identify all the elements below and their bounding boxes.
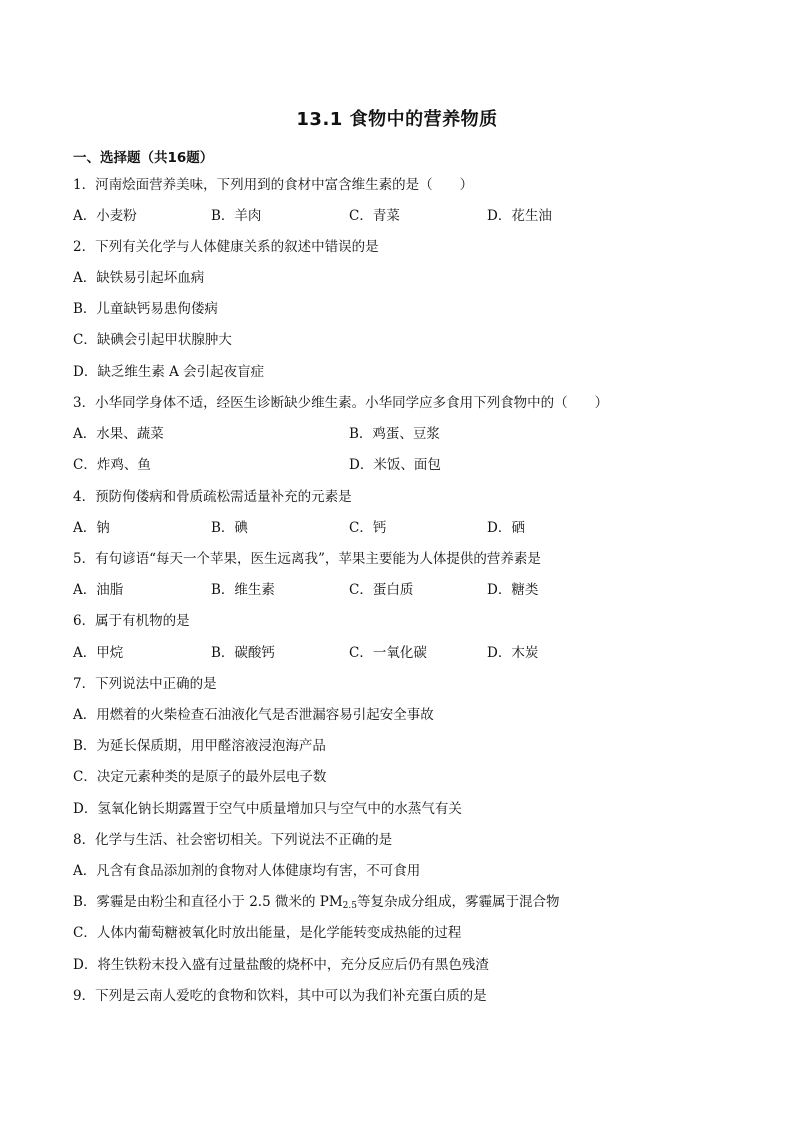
question-5-option-d: D．糖类 (487, 582, 539, 598)
question-9-stem: 9．下列是云南人爱吃的食物和饮料，其中可以为我们补充蛋白质的是 (73, 988, 487, 1004)
question-6-option-c: C．一氧化碳 (349, 645, 427, 661)
question-1-option-c: C．青菜 (349, 208, 400, 224)
question-1-option-a: A．小麦粉 (73, 208, 137, 224)
question-1-option-b: B．羊肉 (211, 208, 262, 224)
question-1-option-d: D．花生油 (487, 208, 552, 224)
question-3-option-b: B．鸡蛋、豆浆 (349, 426, 440, 442)
question-2-option-c: C．缺碘会引起甲状腺肿大 (73, 332, 232, 348)
question-6-option-b: B．碳酸钙 (211, 645, 275, 661)
question-3-option-c: C．炸鸡、鱼 (73, 457, 151, 473)
question-8-option-a: A．凡含有食品添加剂的食物对人体健康均有害，不可食用 (73, 863, 421, 879)
question-4-option-d: D．硒 (487, 520, 525, 536)
question-7-stem: 7．下列说法中正确的是 (73, 676, 217, 692)
question-2-option-a: A．缺铁易引起坏血病 (73, 270, 205, 286)
question-7-option-d: D．氢氧化钠长期露置于空气中质量增加只与空气中的水蒸气有关 (73, 801, 462, 817)
question-8-option-d: D．将生铁粉末投入盛有过量盐酸的烧杯中，充分反应后仍有黑色残渣 (73, 957, 489, 973)
question-8-option-b (73, 893, 560, 915)
question-1-stem: 1．河南烩面营养美味，下列用到的食材中富含维生素的是（ ） (73, 177, 474, 193)
pm-subscript: 2.5 (342, 901, 357, 911)
page-title: 13.1 食物中的营养物质 (296, 109, 498, 130)
question-8-option-c: C．人体内葡萄糖被氧化时放出能量，是化学能转变成热能的过程 (73, 925, 462, 941)
question-3-stem: 3．小华同学身体不适，经医生诊断缺少维生素。小华同学应多食用下列食物中的（ ） (73, 395, 609, 411)
question-4-option-c: C．钙 (349, 520, 387, 536)
question-8-stem: 8．化学与生活、社会密切相关。下列说法不正确的是 (73, 832, 393, 848)
question-8-option-b-text-end: 等复杂成分组成，雾霾属于混合物 (357, 894, 560, 910)
question-5-option-c: C．蛋白质 (349, 582, 414, 598)
question-4-option-a: A．钠 (73, 520, 110, 536)
question-2-stem: 2．下列有关化学与人体健康关系的叙述中错误的是 (73, 239, 379, 255)
question-6-option-d: D．木炭 (487, 645, 539, 661)
question-5-option-b: B．维生素 (211, 582, 275, 598)
section-heading: 一、选择题（共16题） (73, 150, 214, 166)
question-3-option-d: D．米饭、面包 (349, 457, 441, 473)
question-6-stem: 6．属于有机物的是 (73, 613, 190, 629)
question-7-option-b: B．为延长保质期，用甲醛溶液浸泡海产品 (73, 738, 326, 754)
question-7-option-a: A．用燃着的火柴检查石油液化气是否泄漏容易引起安全事故 (73, 707, 434, 723)
question-4-option-b: B．碘 (211, 520, 248, 536)
question-6-option-a: A．甲烷 (73, 645, 124, 661)
question-8-option-b-text-start: B．雾霾是由粉尘和直径小于 2.5 微米的 PM (73, 894, 343, 910)
question-2-option-b: B．儿童缺钙易患佝偻病 (73, 301, 218, 317)
question-4-stem: 4．预防佝偻病和骨质疏松需适量补充的元素是 (73, 489, 352, 505)
question-2-option-d: D．缺乏维生素 A 会引起夜盲症 (73, 364, 265, 380)
question-5-option-a: A．油脂 (73, 582, 124, 598)
question-7-option-c: C．决定元素种类的是原子的最外层电子数 (73, 769, 327, 785)
question-5-stem: 5．有句谚语“每天一个苹果，医生远离我”，苹果主要能为人体提供的营养素是 (73, 551, 541, 567)
question-3-option-a: A．水果、蔬菜 (73, 426, 164, 442)
